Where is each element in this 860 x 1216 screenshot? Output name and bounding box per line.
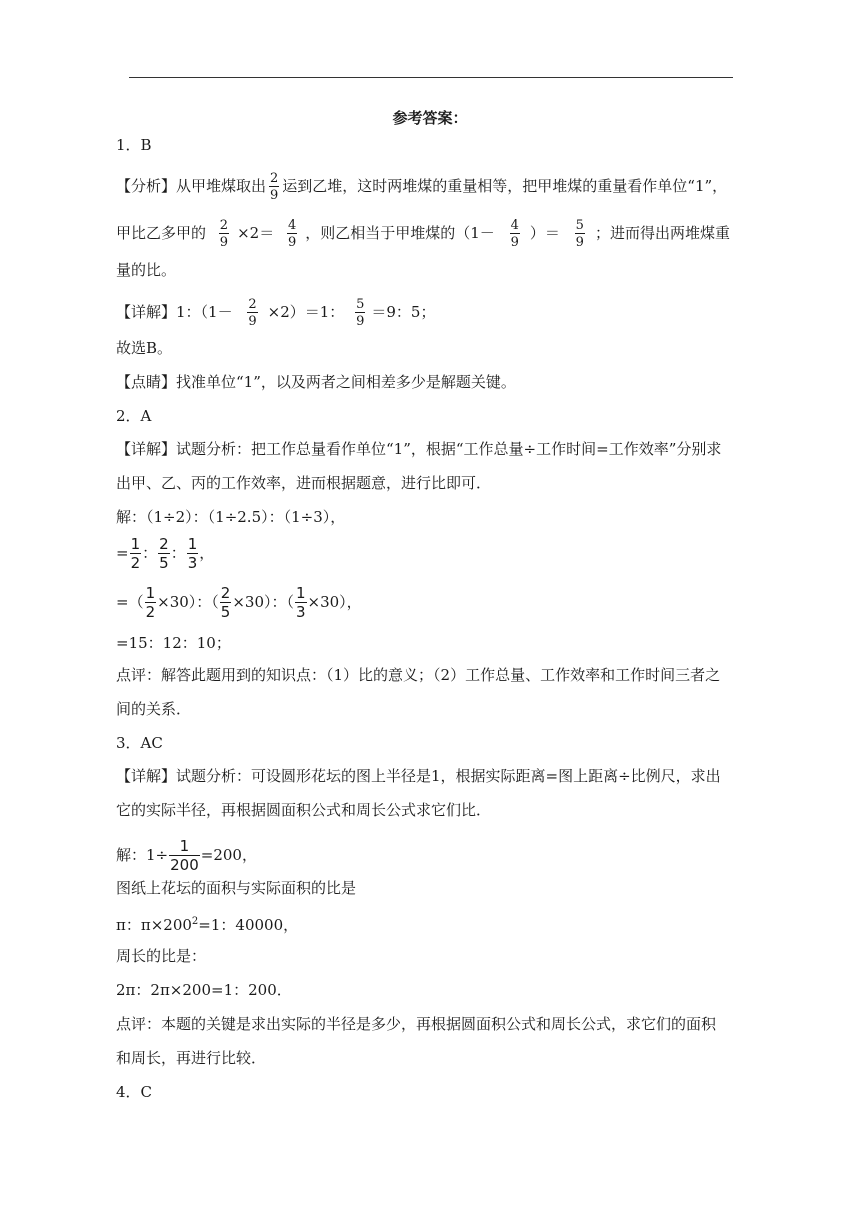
q2-solution-line1: 解：（1÷2）：（1÷2.5）：（1÷3），	[116, 508, 346, 526]
q2-detail-line2: 出甲、乙、丙的工作效率，进而根据题意，进行比即可．	[116, 474, 492, 492]
q1-detail-text-b: ×2）＝1：	[267, 303, 345, 321]
q3-answer: 3．AC	[116, 734, 163, 752]
q1-detail	[116, 298, 435, 328]
q2-review-line2: 间的关系．	[116, 700, 192, 718]
q3-solution-line4: 周长的比是：	[116, 947, 207, 965]
fraction: $\frac{2}{5}$	[220, 584, 231, 621]
fraction: $\frac{4}{9}$	[287, 218, 297, 250]
q1-line2-text-a: 甲比乙多甲的	[116, 224, 207, 242]
fraction: $\frac{5}{9}$	[575, 218, 584, 250]
q1-analysis-line2	[116, 219, 730, 249]
q1-analysis-line3: 量的比。	[116, 261, 177, 279]
fraction: $\frac{2}{5}$	[159, 535, 169, 572]
fraction: $\frac{2}{9}$	[270, 171, 279, 203]
fraction: $\frac{1}{200}$	[170, 837, 199, 874]
fraction: $\frac{2}{9}$	[248, 297, 257, 329]
q3-detail-line2: 它的实际半径，再根据圆面积公式和周长公式求它们比．	[116, 801, 492, 819]
q2-answer: 2．A	[116, 407, 152, 425]
q3-review-line1: 点评：本题的关键是求出实际的半径是多少，再根据圆面积公式和周长公式，求它们的面积	[116, 1015, 717, 1033]
header-rule	[129, 77, 733, 78]
q2-review-line1: 点评：解答此题用到的知识点：（1）比的意义；（2）工作总量、工作效率和工作时间三者之	[116, 666, 721, 684]
q3-solution-line5: 2π：2π×200=1：200．	[116, 981, 292, 999]
q2-solution-line4: =15：12：10；	[116, 634, 231, 652]
fraction: $\frac{1}{2}$	[145, 584, 156, 621]
q4-answer: 4．C	[116, 1083, 153, 1101]
q1-line2-text-d: ）＝	[529, 224, 560, 242]
fraction: $\frac{1}{3}$	[295, 584, 306, 621]
q1-line2-text-b: ×2＝	[237, 224, 275, 242]
q3-solution-line2: 图纸上花坛的面积与实际面积的比是	[116, 879, 357, 897]
q1-analysis-line1	[116, 172, 727, 202]
q3-solution-line1: 解：1÷ $\frac{1}{200}$ =200，	[116, 837, 257, 874]
q1-detail-text-a: 【详解】1：（1－	[116, 303, 233, 321]
fraction: $\frac{5}{9}$	[356, 297, 365, 329]
q1-analysis-text-b: 运到乙堆，这时两堆煤的重量相等，把甲堆煤的重量看作单位“1”，	[282, 177, 728, 195]
q1-detail-text-c: ＝9：5；	[371, 303, 436, 321]
q2-solution-line2: = $\frac{1}{2}$ ： $\frac{2}{5}$ ： $\frac{1}{3}$ ，	[116, 535, 215, 572]
fraction: $\frac{4}{9}$	[510, 218, 519, 250]
q1-comment: 【点睛】找准单位“1”，以及两者之间相差多少是解题关键。	[116, 373, 516, 391]
fraction: $\frac{2}{9}$	[219, 218, 229, 250]
fraction: $\frac{1}{3}$	[187, 535, 198, 572]
q1-line2-text-c: ，则乙相当于甲堆煤的（1－	[305, 224, 495, 242]
q3-solution-line3: π：$\pi\times 200^2=1$：40000，	[116, 916, 299, 934]
q2-solution-line3: =（ $\frac{1}{2}$ ×30）：（ $\frac{2}{5}$ ×30）：（ $\frac{1}{3}$ ×30），	[116, 584, 362, 621]
page-title: 参考答案：	[392, 109, 468, 127]
q3-detail-line1: 【详解】试题分析：可设圆形花坛的图上半径是1，根据实际距离=图上距离÷比例尺，求出	[116, 767, 721, 785]
q1-choose: 故选B。	[116, 339, 173, 357]
fraction: $\frac{1}{2}$	[130, 535, 141, 572]
q1-line2-text-e: ；进而得出两堆煤重	[594, 224, 730, 242]
q1-analysis-text-a: 【分析】从甲堆煤取出	[116, 177, 267, 195]
q2-detail-line1: 【详解】试题分析：把工作总量看作单位“1”，根据“工作总量÷工作时间=工作效率”分别求	[116, 440, 722, 458]
q3-review-line2: 和周长，再进行比较．	[116, 1049, 267, 1067]
q1-answer: 1．B	[116, 136, 152, 154]
